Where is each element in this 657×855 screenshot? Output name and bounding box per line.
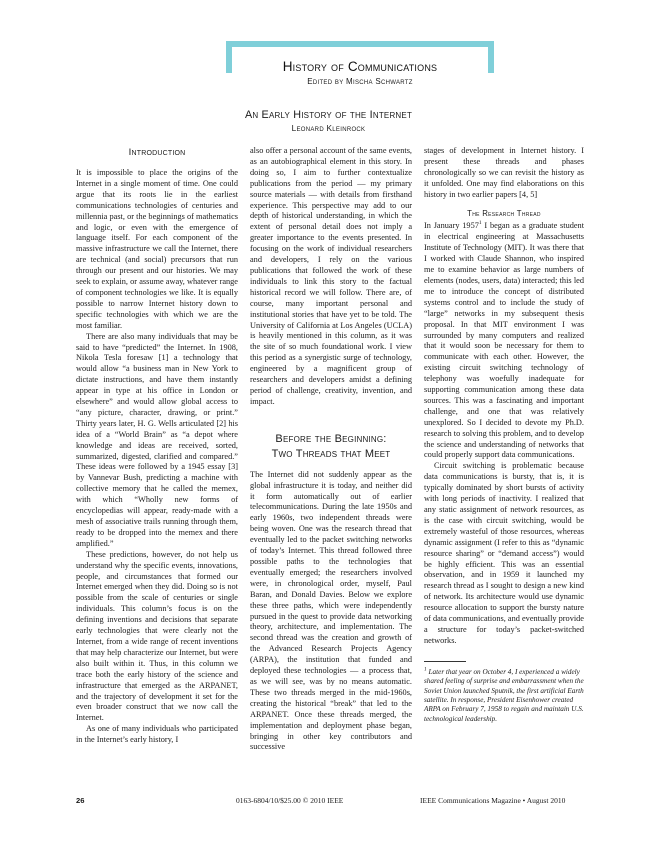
heading-line: Two Threads that Meet (271, 447, 391, 460)
section-heading-introduction: Introduction (128, 147, 186, 158)
paragraph: There are also many individuals that may be said to have “predicted” the Internet. In 1908, Nikola Tesla foresaw [1] a technology that would allow “a business man in New York to dictate instructions, and have them instantly appear in type at his office in London or elsewhere” and would allow global access to “any picture, character, drawing, or print.” Thirty years later, H. G. Wells articulated [2] his idea of a “World Brain” as “a depot where knowledge and ideas are received, sorted, summarized, digested, clarified and compared.” These ideas were followed by a 1945 essay [3] by Vannevar Bush, predicting a machine with collective memory that he called the memex, with which “Wholly new forms of encyclopedias will appear, ready-made with a mesh of associative trails running through them, ready to be dropped into the memex and there amplified.” (76, 331, 238, 548)
text-column-2 (250, 146, 412, 753)
paragraph: Circuit switching is problematic because data communications is bursty, that is, it is typically dominated by short bursts of activity with long periods of inactivity. I realized that any static assignment of network resources, as is the case with circuit switching, would be extremely wasteful of those resources, whereas dynamic assignment (I refer to this as “dynamic resource sharing” or “demand access”) would be highly efficient. This was an essential observation, and in 1959 it launched my research thread as I sought to design a new kind of network. Its architecture would use dynamic resource allocation to support the bursty nature of data communications, and eventually provide a structure for today’s packet-switched networks. (424, 461, 584, 645)
footnote-reference: 1 (478, 220, 482, 227)
column-header (232, 47, 488, 89)
column-title: History of Communications (282, 59, 438, 74)
magazine-line: IEEE Communications Magazine • August 2010 (420, 796, 566, 805)
footnote-marker: 1 (424, 666, 427, 673)
footnote-divider (424, 661, 466, 662)
text-column-3 (424, 146, 584, 724)
paragraph: As one of many individuals who participated in the Internet’s early history, I (76, 724, 238, 745)
heading-line: Before the Beginning: (275, 432, 387, 445)
paragraph: stages of development in Internet history. I present these threads and phases chronologically so we can revisit the history as it unfolded. One may find elaborations on this history in two earlier papers [4, 5] (424, 146, 584, 199)
price-line: 0163-6804/10/$25.00 © 2010 IEEE (236, 796, 344, 805)
paragraph (424, 221, 584, 461)
paragraph: It is impossible to place the origins of the Internet in a single moment of time. One could argue that its roots lie in the earliest communications technologies of centuries and millennia past, or the beginnings of mathematics and logic, or even with the emergence of language itself. For each component of the massive infrastructure we call the Internet, there are technical (and social) precursors that run through our present and our histories. We may seek to explain, or assume away, whatever range of component technologies we like. It is equally possible to narrow Internet history down to specific technologies with which we are the most familiar. (76, 168, 238, 330)
article-author: Leonard Kleinrock (291, 124, 366, 133)
paragraph: The Internet did not suddenly appear as the global infrastructure it is today, and neither did it form automatically out of earlier telecommunications. During the late 1950s and early 1960s, two independent threads were being woven. One was the research thread that eventually led to the packet switching networks of today’s Internet. This thread followed three possible paths to the technologies that eventually emerged; the researchers involved were, in chronological order, myself, Paul Baran, and Donald Davies. Below we explore these three paths, which were independently pursued in the quest to provide data networking theory, architecture, and implementation. The second thread was the creation and growth of the Advanced Research Projects Agency (ARPA), the institution that funded and deployed these technologies — a process that, as we will see, was by no means automatic. These two threads merged in the mid-1960s, creating the historical “break” that led to the ARPANET. Once these threads merged, the implementation and deployment phase began, bringing in other key contributors and successive (250, 469, 412, 752)
subsection-heading-research-thread: The Research Thread (467, 208, 541, 218)
column-editor: Edited by Mischa Schwartz (307, 77, 413, 86)
footnote (424, 668, 584, 724)
paragraph: These predictions, however, do not help us understand why the specific events, innovations, people, and circumstances that formed our Internet emerged when they did. Doing so is not possible from the scale of centuries or single individuals. This column’s focus is on the defining inventions and decisions that separate early technologies that were clearly not the Internet, from a wide range of recent inventions that may help characterize our Internet, but were also built within it. Thus, in this column we trace both the early history of the science and infrastructure that emerged as the ARPANET, and the trajectory of development it set for the even broader construct that we now call the Internet. (76, 549, 238, 723)
page-number: 26 (76, 796, 85, 805)
text-column-1 (76, 146, 238, 746)
footnote-text: Later that year on October 4, I experienced a widely shared feeling of surprise and embarrassment when the Soviet Union launched Sputnik, the first artificial Earth satellite. In response, President Eisenhower created ARPA on February 7, 1958 to regain and maintain U.S. technological leadership. (424, 667, 584, 723)
section-heading-before-the-beginning (250, 432, 412, 462)
text-run: In January 1957 (424, 221, 479, 231)
paragraph: also offer a personal account of the same events, as an autobiographical element in this story. In doing so, I aim to further contextualize publications from the period — my primary source materials — with details from firsthand experience. This perspective may add to our depth of historical understanding, in which the extent of personal detail does not imply a greater importance to the events presented. In focusing on the work of individual researchers and developers, I rely on the various publications that followed the work of these individuals to link this story to the factual historical record we will follow. There are, of course, many important personal and institutional stories that have yet to be told. The University of California at Los Angeles (UCLA) is heavily mentioned in this column, as it was the site of so much foundational work. I view this period as a synergistic surge of technology, engineered by a magnificent group of researchers and developers amidst a defining period of challenge, creativity, invention, and impact. (250, 146, 412, 406)
text-run: I began as a graduate student in electrical engineering at Massachusetts Institute of Technology (MIT). It was there that I worked with Claude Shannon, who inspired me to examine behavior as large numbers of elements (nodes, users, data) interacted; this led me to introduce the concept of distributed systems control and to include the study of “large” networks in my subsequent thesis proposal. In that MIT environment I was surrounded by many computers and realized that it would soon be necessary for them to communicate with each other. However, the existing circuit switching technology of telephony was woefully inadequate for supporting communication among these data sources. This was a fascinating and important challenge, and one that was relatively unexplored. So I decided to devote my Ph.D. research to solving this problem, and to develop the science and understanding of networks that could properly support data communications. (424, 221, 584, 460)
article-title: An Early History of the Internet (244, 109, 413, 121)
